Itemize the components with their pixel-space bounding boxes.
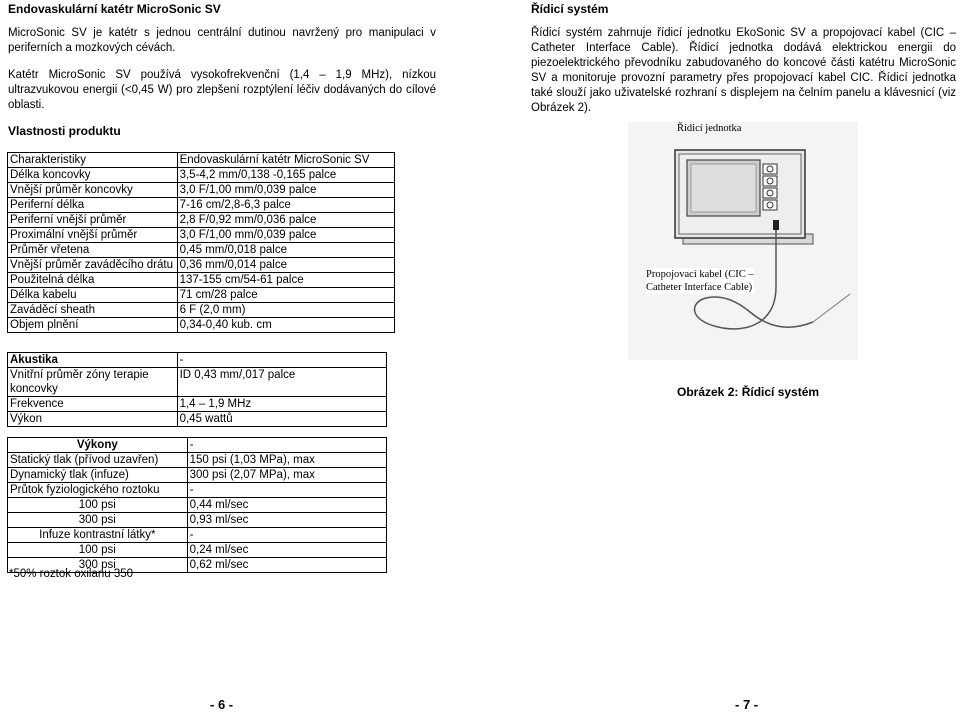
intro-paragraph-2: Katétr MicroSonic SV používá vysokofrekvenční (1,4 – 1,9 MHz), nízkou ultrazvukovou energii (<0,45 W) pro zlepšení rozptýlení léčiv dodávaných do cílové oblasti.	[8, 69, 436, 111]
table-cell: 300 psi	[8, 558, 188, 573]
performance-table	[7, 437, 387, 573]
page-number-left: - 6 -	[210, 697, 234, 712]
table-cell: 71 cm/28 palce	[177, 288, 394, 303]
table-header-cell: Charakteristiky	[8, 153, 178, 168]
table-cell: Průtok fyziologického roztoku	[8, 483, 188, 498]
table-cell: 0,45 wattů	[177, 412, 386, 427]
table-header-cell: -	[177, 353, 386, 368]
table-cell: -	[187, 483, 386, 498]
control-system-figure	[628, 122, 858, 360]
table-row	[8, 198, 395, 213]
table-cell: Statický tlak (přívod uzavřen)	[8, 453, 188, 468]
section-title-control-system: Řídicí systém	[531, 2, 609, 16]
table-row	[8, 412, 387, 427]
table-cell: Použitelná délka	[8, 273, 178, 288]
table-cell: 2,8 F/0,92 mm/0,036 palce	[177, 213, 394, 228]
table-cell: Infuze kontrastní látky*	[8, 528, 188, 543]
figure-label-cable-line2: Catheter Interface Cable)	[646, 282, 753, 293]
table-cell: 0,34-0,40 kub. cm	[177, 318, 394, 333]
table-header-cell: Výkony	[8, 438, 188, 453]
section-title-catheter: Endovaskulární katétr MicroSonic SV	[8, 2, 221, 16]
control-system-paragraph: Řídicí systém zahrnuje řídicí jednotku EkoSonic SV a propojovací kabel (CIC – Catheter Interface Cable). Řídicí jednotka dodává elektrickou energii do piezoelektrického převodníku zabudovaného do koncové části katétru MicroSonic SV a monitoruje provozní parametry přes propojovací kabel CIC. Řídicí jednotka také slouží jako uživatelské rozhraní s displejem na čelním panelu a klávesnicí (viz Obrázek 2).	[531, 27, 956, 114]
table-header-cell: -	[187, 438, 386, 453]
table-cell: 1,4 – 1,9 MHz	[177, 397, 386, 412]
table-cell: Vnější průměr koncovky	[8, 183, 178, 198]
table-cell: 100 psi	[8, 498, 188, 513]
page-number-right: - 7 -	[735, 697, 759, 712]
table-cell: Vnější průměr zaváděcího drátu	[8, 258, 178, 273]
table-cell: 0,36 mm/0,014 palce	[177, 258, 394, 273]
table-row	[8, 498, 387, 513]
table-cell: Délka koncovky	[8, 168, 178, 183]
table-row	[8, 228, 395, 243]
acoustics-table	[7, 352, 387, 427]
table-cell: 3,5-4,2 mm/0,138 -0,165 palce	[177, 168, 394, 183]
table-header-row	[8, 153, 395, 168]
table-row	[8, 453, 387, 468]
table-cell: Vnitřní průměr zóny terapie koncovky	[8, 368, 178, 397]
table-row	[8, 528, 387, 543]
table-row	[8, 368, 387, 397]
table-cell: 3,0 F/1,00 mm/0,039 palce	[177, 183, 394, 198]
footnote: *50% roztok oxilanu 350	[9, 568, 134, 580]
table-cell: Objem plnění	[8, 318, 178, 333]
figure-label-cable-line1: Propojovací kabel (CIC –	[646, 269, 754, 280]
table-cell: Proximální vnější průměr	[8, 228, 178, 243]
table-cell: Průměr vřetena	[8, 243, 178, 258]
table-row	[8, 273, 395, 288]
table-cell: Zaváděcí sheath	[8, 303, 178, 318]
product-properties-heading: Vlastnosti produktu	[8, 124, 121, 138]
table-cell: 137-155 cm/54-61 palce	[177, 273, 394, 288]
table-cell: 0,45 mm/0,018 palce	[177, 243, 394, 258]
characteristics-table	[7, 152, 395, 333]
table-cell: 0,62 ml/sec	[187, 558, 386, 573]
table-cell: 150 psi (1,03 MPa), max	[187, 453, 386, 468]
figure-caption: Obrázek 2: Řídicí systém	[677, 385, 820, 399]
table-cell: Periferní délka	[8, 198, 178, 213]
table-cell: Frekvence	[8, 397, 178, 412]
table-cell: 0,24 ml/sec	[187, 543, 386, 558]
table-row	[8, 183, 395, 198]
table-header-row	[8, 438, 387, 453]
figure-label-control-unit: Řídicí jednotka	[677, 123, 742, 134]
table-row	[8, 543, 387, 558]
table-header-cell: Endovaskulární katétr MicroSonic SV	[177, 153, 394, 168]
control-system-illustration	[628, 122, 858, 360]
table-row	[8, 397, 387, 412]
table-row	[8, 483, 387, 498]
table-row	[8, 213, 395, 228]
table-cell: 0,93 ml/sec	[187, 513, 386, 528]
table-cell: Výkon	[8, 412, 178, 427]
table-cell: 6 F (2,0 mm)	[177, 303, 394, 318]
table-cell: -	[187, 528, 386, 543]
table-cell: 300 psi	[8, 513, 188, 528]
table-header-cell: Akustika	[8, 353, 178, 368]
table-cell: 7-16 cm/2,8-6,3 palce	[177, 198, 394, 213]
table-cell: Periferní vnější průměr	[8, 213, 178, 228]
table-cell: 300 psi (2,07 MPa), max	[187, 468, 386, 483]
table-cell: ID 0,43 mm/,017 palce	[177, 368, 386, 397]
table-cell: 100 psi	[8, 543, 188, 558]
table-cell: 0,44 ml/sec	[187, 498, 386, 513]
table-row	[8, 288, 395, 303]
table-row	[8, 468, 387, 483]
table-cell: Dynamický tlak (infuze)	[8, 468, 188, 483]
table-cell: Délka kabelu	[8, 288, 178, 303]
table-cell: 3,0 F/1,00 mm/0,039 palce	[177, 228, 394, 243]
table-row	[8, 303, 395, 318]
table-row	[8, 168, 395, 183]
table-row	[8, 318, 395, 333]
table-header-row	[8, 353, 387, 368]
intro-paragraph-1: MicroSonic SV je katétr s jednou centrální dutinou navržený pro manipulaci v periferních a mozkových cévách.	[8, 27, 436, 54]
figure-label-cable	[646, 268, 754, 294]
table-row	[8, 513, 387, 528]
table-row	[8, 258, 395, 273]
table-row	[8, 243, 395, 258]
